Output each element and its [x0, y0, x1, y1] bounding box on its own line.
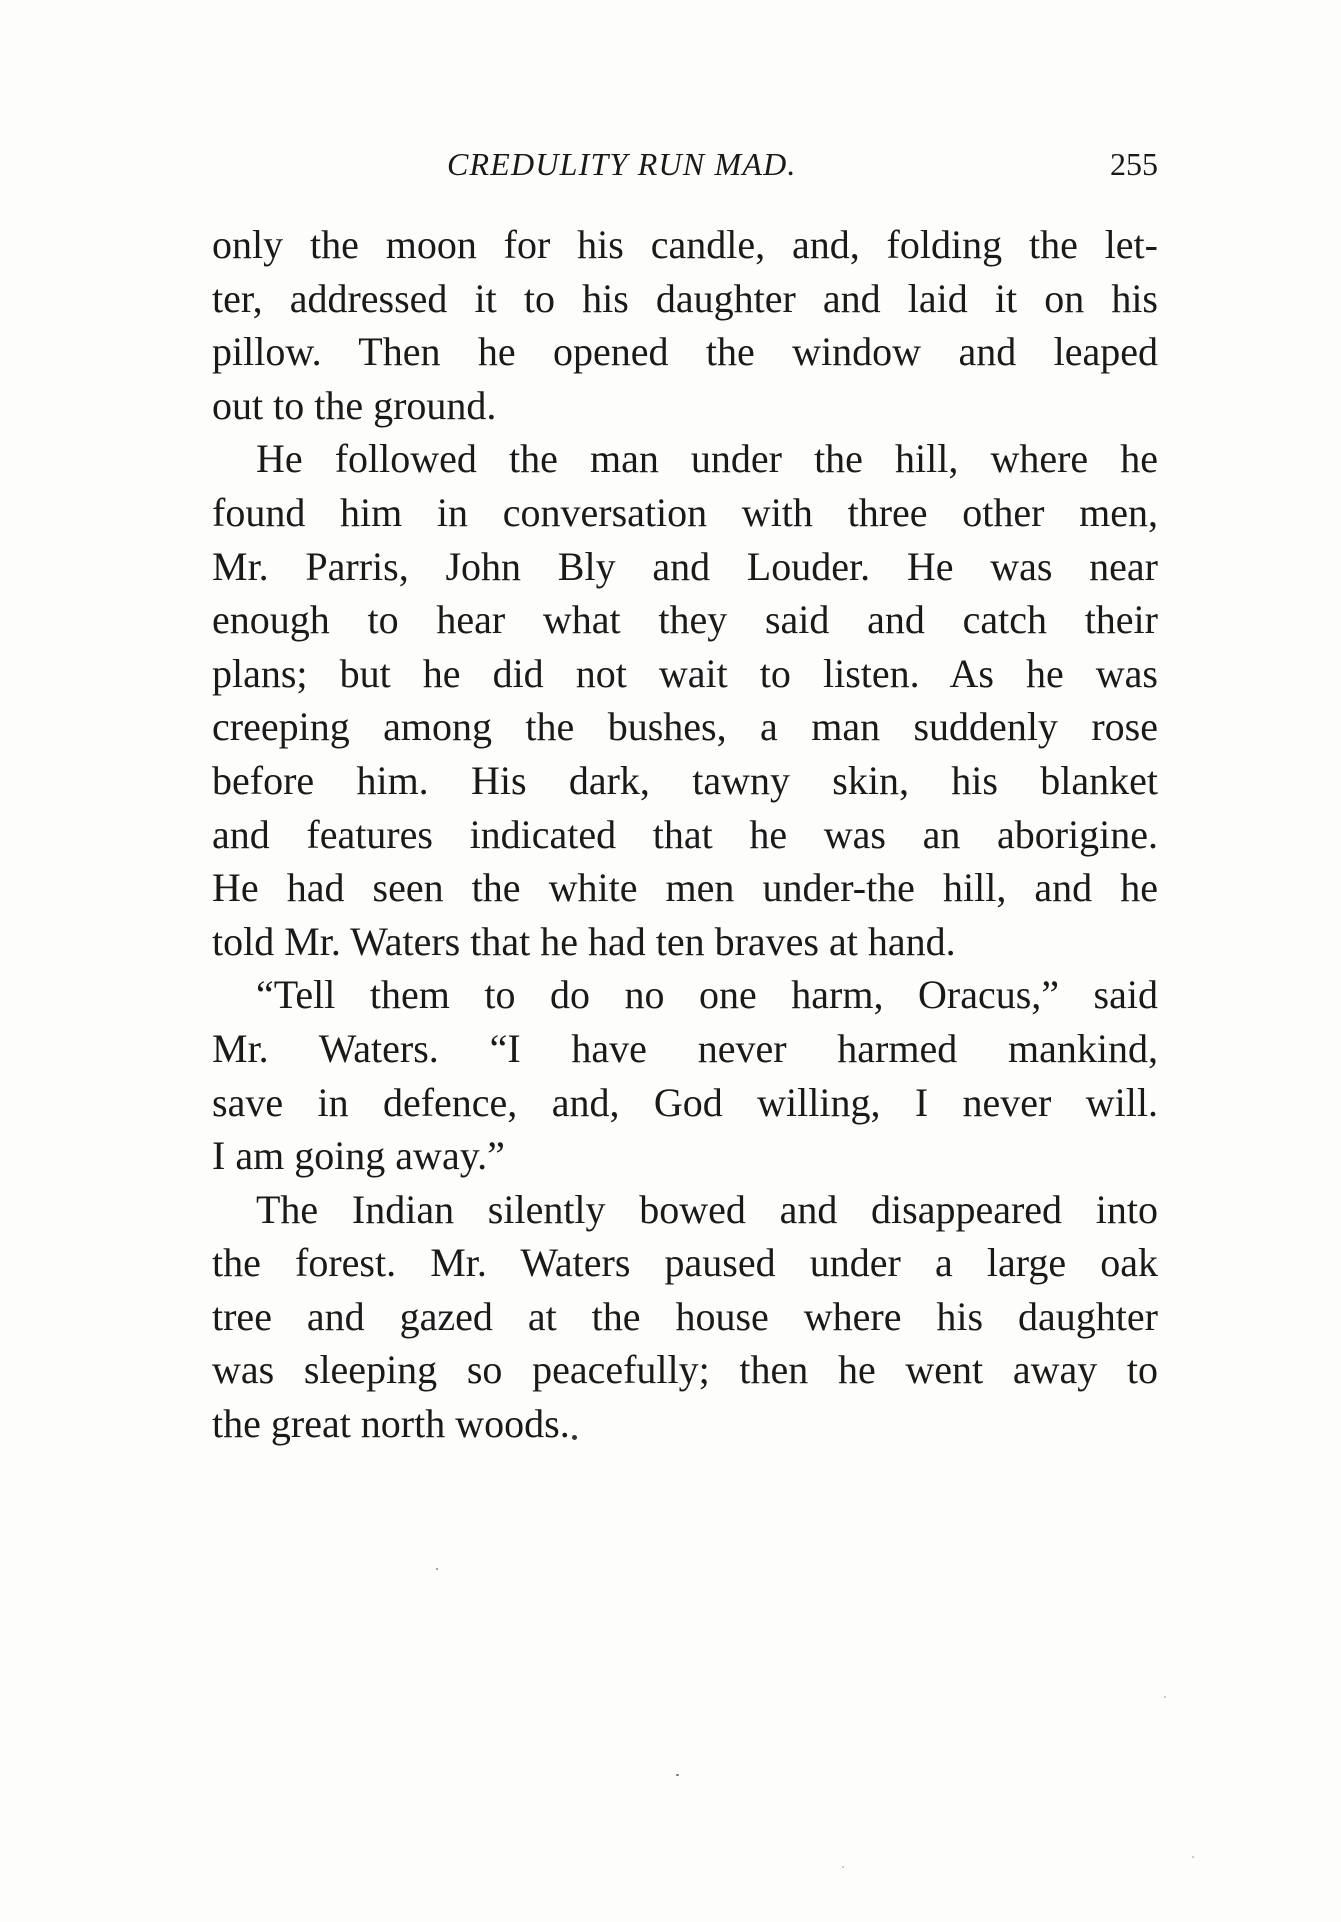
text-line: was sleeping so peacefully; then he went away to: [212, 1347, 1158, 1393]
running-head: [212, 140, 1158, 188]
text-line: plans; but he did not wait to listen. As he was: [212, 650, 1158, 696]
text-line: Mr. Waters. “I have never harmed mankind,: [212, 1025, 1158, 1071]
text-line: save in defence, and, God willing, I never will.: [212, 1079, 1158, 1125]
text-line: only the moon for his candle, and, folding the let-: [212, 222, 1158, 267]
running-title: CREDULITY RUN MAD.: [447, 146, 797, 182]
text-line: Mr. Parris, John Bly and Louder. He was near: [212, 543, 1158, 589]
text-line: pillow. Then he opened the window and leaped: [212, 329, 1158, 375]
ink-speck: [436, 1568, 438, 1570]
text-line: He had seen the white men under-the hill, and he: [212, 865, 1158, 911]
ink-speck: [1192, 1856, 1194, 1858]
text-line: tree and gazed at the house where his daughter: [212, 1293, 1158, 1339]
text-line: out to the ground.: [212, 382, 497, 428]
text-line: ter, addressed it to his daughter and laid it on his: [212, 275, 1158, 321]
ink-speck: [842, 1866, 844, 1868]
text-line: told Mr. Waters that he had ten braves at hand.: [212, 918, 956, 964]
text-line: enough to hear what they said and catch their: [212, 597, 1158, 643]
paragraph-first-line: The Indian silently bowed and disappeared into: [256, 1186, 1158, 1232]
paragraph-first-line: He followed the man under the hill, where he: [256, 436, 1158, 482]
text-line: and features indicated that he was an aborigine.: [212, 811, 1158, 857]
text-line: creeping among the bushes, a man suddenly rose: [212, 704, 1158, 750]
paragraph-first-line: “Tell them to do no one harm, Oracus,” said: [256, 972, 1158, 1018]
text-line: the forest. Mr. Waters paused under a large oak: [212, 1240, 1158, 1286]
ink-speck: [676, 1774, 679, 1776]
ink-speck: [572, 1435, 577, 1440]
page-number: 255: [1110, 146, 1158, 182]
body-text: [212, 218, 1158, 1451]
text-line: the great north woods.: [212, 1401, 570, 1447]
text-line: found him in conversation with three other men,: [212, 489, 1158, 535]
ink-speck: [1164, 1696, 1166, 1698]
text-line: before him. His dark, tawny skin, his blanket: [212, 757, 1158, 803]
text-line: I am going away.”: [212, 1133, 505, 1179]
